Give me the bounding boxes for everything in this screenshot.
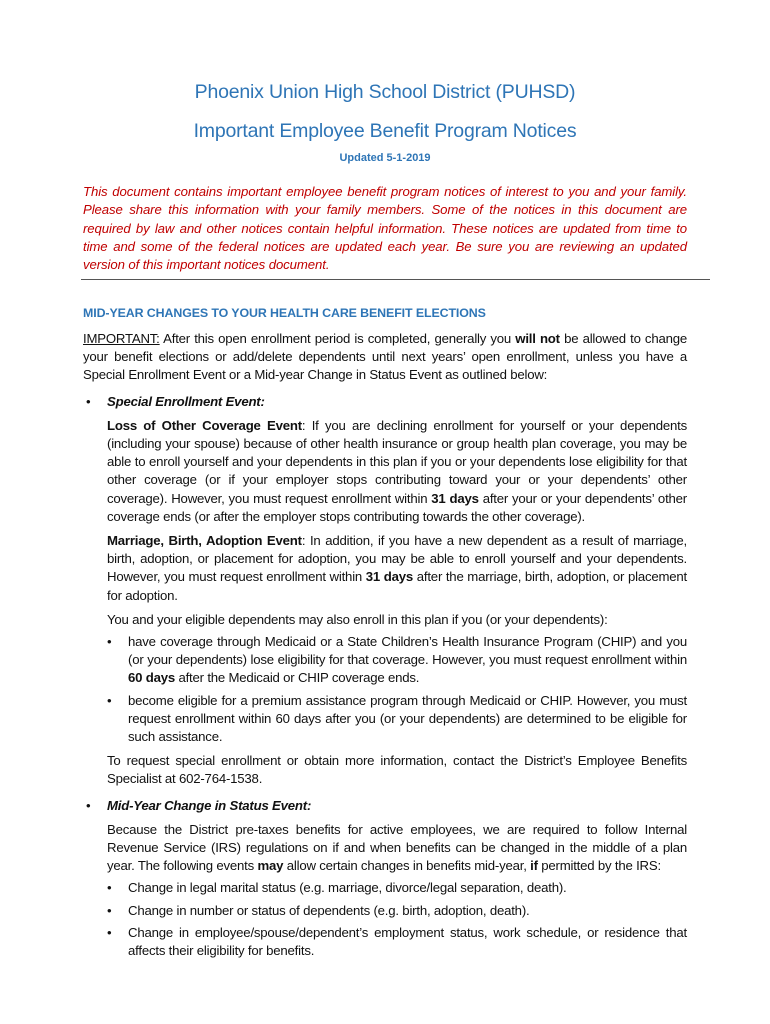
contact-paragraph: To request special enrollment or obtain more information, contact the District’s Employee Benefits Specialist at 602-764-1538. — [107, 753, 687, 787]
list-item: • Change in employee/spouse/dependent’s employment status, work schedule, or residence that affects their eligibility for benefits. — [107, 924, 687, 959]
midyear-paragraph: Because the District pre-taxes benefits for active employees, we are required to follow Internal Revenue Service (IRS) regulations on if and when benefits can be changed in the middle of a plan year. The following events may allow certain changes in benefits mid-year, if permitted by the IRS: — [107, 821, 687, 874]
list-item: • Change in number or status of dependents (e.g. birth, adoption, death). — [107, 902, 530, 918]
updated-date: Updated 5-1-2019 — [339, 152, 431, 164]
midyear-change-heading: Mid-Year Change in Status Event: — [107, 797, 312, 813]
bullet-glyph: • — [86, 393, 91, 409]
org-title: Phoenix Union High School District (PUHSD) — [194, 81, 576, 103]
loss-of-coverage-paragraph: Loss of Other Coverage Event: If you are declining enrollment for yourself or your dependents (including your spouse) because of other health insurance or group health plan coverage, you may be able to enroll yourself and your dependents in this plan if you or your dependents lose eligibility for that other coverage (or if your employer stops contributing toward your or your dependents’ other coverage). However, you must request enrollment within 31 days after your or your dependents’ other coverage ends (or after the employer stops contributing towards the other coverage). — [107, 417, 687, 524]
special-enrollment-body — [83, 417, 687, 629]
doc-title: Important Employee Benefit Program Notices — [193, 120, 577, 142]
marriage-birth-adoption-paragraph: Marriage, Birth, Adoption Event: In addition, if you have a new dependent as a result of marriage, birth, adoption, or placement for adoption, you may be able to enroll yourself and your dependents. However, you must request enrollment within 31 days after the marriage, birth, adoption, or placement for adoption. — [107, 533, 687, 603]
section-body — [83, 330, 687, 960]
bullet-special-enrollment — [83, 393, 687, 411]
important-paragraph: IMPORTANT: After this open enrollment period is completed, generally you will not be allowed to change your benefit elections or add/delete dependents until next years’ open enrollment, unless you have a Special Enrollment Event or a Mid-year Change in Status Event as outlined below: — [83, 331, 687, 383]
also-enroll-paragraph: You and your eligible dependents may also enroll in this plan if you (or your dependents): — [107, 611, 608, 627]
list-item: • have coverage through Medicaid or a State Children’s Health Insurance Program (CHIP) and you (or your dependents) lose eligibility for that coverage. However, you must request enrollment within 60 days after the Medicaid or CHIP coverage ends. — [107, 634, 687, 686]
contact-block — [83, 752, 687, 788]
midyear-body — [83, 821, 687, 876]
bullet-midyear-change: • Mid-Year Change in Status Event: — [86, 797, 312, 813]
section-heading: MID-YEAR CHANGES TO YOUR HEALTH CARE BENEFIT ELECTIONS — [83, 306, 486, 320]
divider — [81, 279, 710, 280]
intro-paragraph: This document contains important employee benefit program notices of interest to you and your family. Please share this information with your family members. Some of the notices in this document are required by law and other notices contain helpful information. These notices are updated from time to time and some of the federal notices are updated each year. Be sure you are reviewing an updated version of this important notices document. — [83, 184, 687, 273]
list-item: • Change in legal marital status (e.g. marriage, divorce/legal separation, death). — [107, 880, 567, 896]
special-enrollment-heading: Special Enrollment Event: — [107, 393, 265, 409]
important-label: IMPORTANT: — [83, 331, 160, 346]
list-item: • become eligible for a premium assistance program through Medicaid or CHIP. However, you must request enrollment within 60 days after you (or your dependents) are determined to be eligible for such assistance. — [107, 692, 687, 745]
